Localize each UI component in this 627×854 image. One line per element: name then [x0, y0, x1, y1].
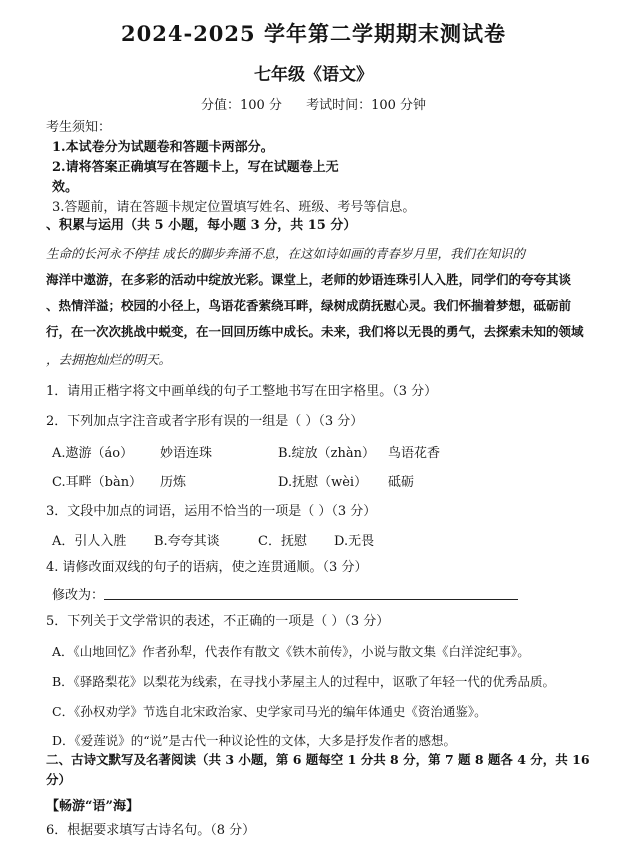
- passage-line: [46, 244, 525, 262]
- q2-option-c: C.耳畔（bàn）: [52, 475, 143, 490]
- q2-option-d: D.抚慰（wèi）: [278, 475, 368, 490]
- exam-meta: [0, 94, 627, 113]
- passage-line: [46, 350, 171, 368]
- passage-text: 生命的长河永不停挂 成长的脚步奔涌不息，在这如诗如画的青春岁月里，我们在知识的: [46, 246, 525, 261]
- q2-option-c-word: 历炼: [160, 475, 187, 490]
- section-2-heading-cont: 分）: [46, 772, 72, 787]
- notice-heading: 考生须知：: [46, 120, 112, 135]
- q5-option-b: B．《驿路梨花》以梨花为线索，在寻找小茅屋主人的过程中，讴歌了年轻一代的优秀品质。: [52, 674, 555, 689]
- exam-title: 2024-2025 学年第二学期期末测试卷: [121, 21, 506, 46]
- question-2: 2．下列加点字注音或者字形有误的一组是（ ）（3 分）: [46, 414, 364, 429]
- q3-option-d: D.无畏: [334, 534, 375, 549]
- q2-option-d-word: 砥砺: [388, 475, 415, 490]
- passage-line: 海洋中遨游，在多彩的活动中绽放光彩。课堂上，老师的妙语连珠引人入胜，同学们的夸夸其谈: [46, 272, 572, 287]
- question-4: 4. 请修改面双线的句子的语病，使之连贯通顺。（3 分）: [46, 560, 368, 575]
- section-1-heading: 、积累与运用（共 5 小题，每小题 3 分，共 15 分）: [46, 218, 357, 233]
- q2-option-a: A.遨游（áo）: [52, 446, 134, 461]
- q2-option-b-word: 鸟语花香: [388, 446, 441, 461]
- q5-option-a: A．《山地回忆》作者孙犁，代表作有散文《铁木前传》，小说与散文集《白洋淀纪事》。: [52, 644, 530, 659]
- q5-option-d: D．《爱莲说》的“说”是古代一种议论性的文体，大多是抒发作者的感想。: [52, 733, 457, 748]
- passage-line: 、热情洋溢；校园的小径上，鸟语花香萦绕耳畔，绿树成荫抚慰心灵。我们怀揣着梦想，砥砺前: [46, 298, 572, 313]
- passage-text: ，去拥抱灿烂的明天。: [46, 352, 172, 367]
- score-label: 分值：100 分: [200, 98, 282, 113]
- question-3: 3．文段中加点的词语，运用不恰当的一项是（ ）（3 分）: [46, 504, 377, 519]
- q4-fill-label: 修改为：: [52, 588, 105, 603]
- section-2-heading: 二、古诗文默写及名著阅读（共 3 小题，第 6 题每空 1 分共 8 分，第 7 题 8 题各 4 分，共 16: [46, 752, 590, 767]
- passage-line: 行，在一次次挑战中蜕变，在一回回历练中成长。未来，我们将以无畏的勇气，去探索未知的领域: [46, 324, 584, 339]
- question-5: 5．下列关于文学常识的表述，不正确的一项是（ ）（3 分）: [46, 614, 390, 629]
- question-1: 1．请用正楷字将文中画单线的句子工整地书写在田字格里。（3 分）: [46, 384, 438, 399]
- notice-item-2: 2.请将答案正确填写在答题卡上，写在试题卷上无: [52, 160, 339, 175]
- q2-option-b: B.绽放（zhàn）: [278, 446, 376, 461]
- q3-option-c: C．抚慰: [258, 534, 307, 549]
- notice-item-3: 3.答题前，请在答题卡规定位置填写姓名、班级、考号等信息。: [52, 200, 416, 215]
- notice-item-2-cont: 效。: [52, 180, 79, 195]
- q3-option-a: A．引人入胜: [52, 534, 127, 549]
- question-6: 6．根据要求填写古诗名句。（8 分）: [46, 823, 256, 838]
- notice-item-1: 1.本试卷分为试题卷和答题卡两部分。: [52, 140, 274, 155]
- q4-answer-line[interactable]: [104, 599, 518, 600]
- section-2-tag: 【畅游“语”海】: [46, 799, 139, 814]
- exam-subtitle: 七年级《语文》: [254, 65, 373, 85]
- time-label: 考试时间：100 分钟: [306, 98, 427, 113]
- q3-option-b: B.夸夸其谈: [154, 534, 220, 549]
- q5-option-c: C．《孙权劝学》节选自北宋政治家、史学家司马光的编年体通史《资治通鉴》。: [52, 704, 487, 719]
- q2-option-a-word: 妙语连珠: [160, 446, 213, 461]
